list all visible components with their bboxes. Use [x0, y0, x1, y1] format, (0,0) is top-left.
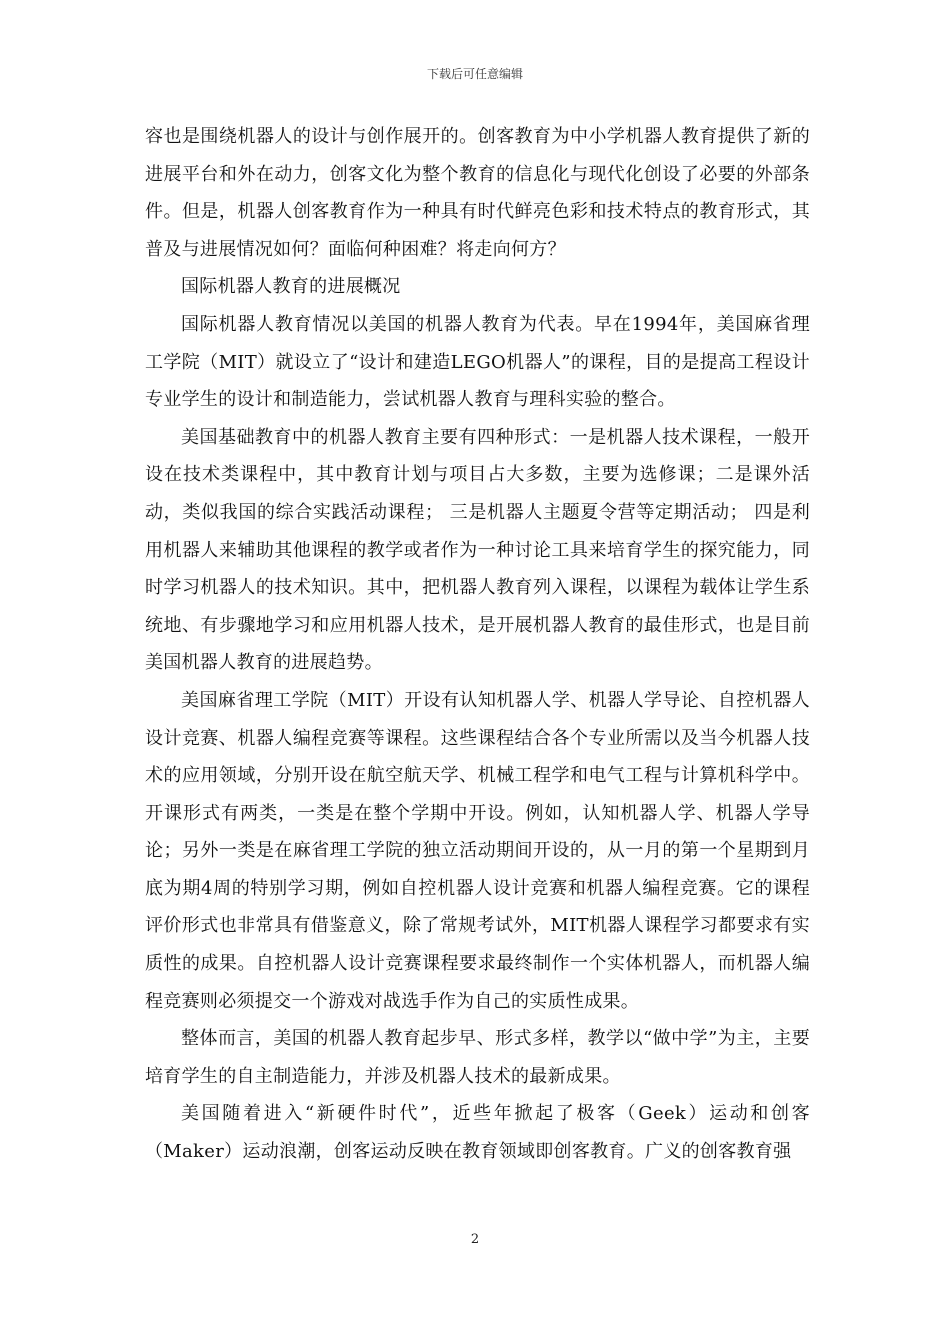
paragraph: 美国基础教育中的机器人教育主要有四种形式：一是机器人技术课程，一般开设在技术类课程中，其中教育计划与项目占大多数，主要为选修课；二是课外活动，类似我国的综合实践活动课程； 三是机器人主题夏令营等定期活动； 四是利用机器人来辅助其他课程的教学或者作为一种讨论工具来培育学生的探究能力，同时学习机器人的技术知识。其中，把机器人教育列入课程，以课程为载体让学生系统地、有步骤地学习和应用机器人技术，是开展机器人教育的最佳形式，也是目前美国机器人教育的进展趋势。 — [145, 426, 810, 674]
page-header: 下载后可任意编辑 — [426, 67, 523, 81]
document-body — [145, 118, 810, 1171]
paragraph: 国际机器人教育情况以美国的机器人教育为代表。早在1994年，美国麻省理工学院（MIT）就设立了“设计和建造LEGO机器人”的课程，目的是提高工程设计专业学生的设计和制造能力，尝试机器人教育与理科实验的整合。 — [145, 313, 810, 411]
page-number: 2 — [470, 1232, 480, 1247]
paragraph-continuation: 容也是围绕机器人的设计与创作展开的。创客教育为中小学机器人教育提供了新的进展平台和外在动力，创客文化为整个教育的信息化与现代化创设了必要的外部条件。但是，机器人创客教育作为一种具有时代鲜亮色彩和技术特点的教育形式，其普及与进展情况如何？面临何种困难？将走向何方？ — [145, 126, 810, 260]
paragraph: 美国随着进入“新硬件时代”，近些年掀起了极客（Geek）运动和创客（Maker）运动浪潮，创客运动反映在教育领域即创客教育。广义的创客教育强 — [145, 1103, 810, 1163]
paragraph: 整体而言，美国的机器人教育起步早、形式多样，教学以“做中学”为主，主要培育学生的自主制造能力，并涉及机器人技术的最新成果。 — [145, 1028, 810, 1087]
paragraph: 美国麻省理工学院（MIT）开设有认知机器人学、机器人学导论、自控机器人设计竞赛、机器人编程竞赛等课程。这些课程结合各个专业所需以及当今机器人技术的应用领域，分别开设在航空航天学、机械工程学和电气工程与计算机科学中。开课形式有两类，一类是在整个学期中开设。例如，认知机器人学、机器人学导论；另外一类是在麻省理工学院的独立活动期间开设的，从一月的第一个星期到月底为期4周的特别学习期，例如自控机器人设计竞赛和机器人编程竞赛。它的课程评价形式也非常具有借鉴意义，除了常规考试外，MIT机器人课程学习都要求有实质性的成果。自控机器人设计竞赛课程要求最终制作一个实体机器人，而机器人编程竞赛则必须提交一个游戏对战选手作为自己的实质性成果。 — [145, 689, 810, 1012]
section-heading: 国际机器人教育的进展概况 — [181, 276, 401, 298]
